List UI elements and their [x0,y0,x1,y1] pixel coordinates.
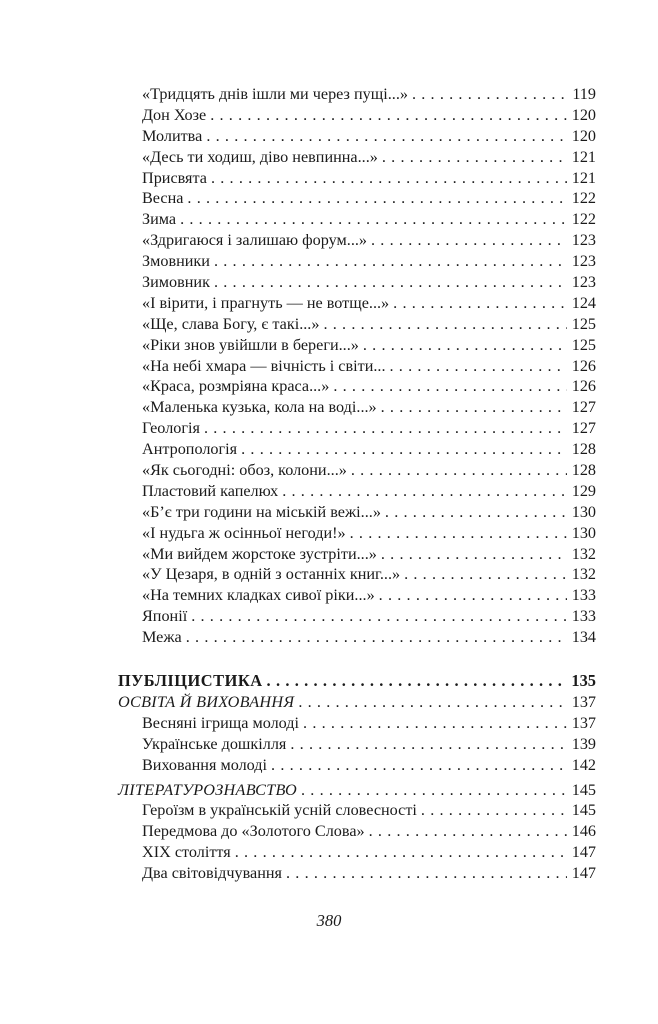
section-page: 137 [571,692,596,711]
entry-title: «На темних кладках сивої ріки...» [142,586,375,605]
part-page: 135 [571,671,596,691]
entry-page: 124 [571,293,596,312]
entry-title: «Ріки знов увійшли в береги...» [142,335,359,354]
dot-leader [206,126,567,147]
entry-title: «Ми вийдем жорстоке зустріти...» [142,544,377,563]
entry-title: «Десь ти ходиш, діво невпинна...» [142,147,378,166]
toc-entry [118,105,596,126]
dot-leader [286,863,567,884]
toc-entry [118,502,596,523]
toc-section-heading [118,780,596,801]
entry-page: 120 [571,126,596,145]
entry-title: Весняні ігрища молоді [142,713,300,732]
toc-entry [118,397,596,418]
dot-leader [390,356,568,377]
toc-entry [118,460,596,481]
toc-entry [118,842,596,863]
dot-leader [379,585,567,606]
toc-entry [118,376,596,397]
entry-title: Українське дошкілля [142,734,287,753]
toc-entry [118,627,596,648]
toc-entry [118,481,596,502]
entry-page: 133 [571,586,596,605]
entry-page: 134 [571,628,596,647]
dot-leader [267,671,567,692]
toc-entry [118,544,596,565]
section-page: 145 [571,780,596,799]
dot-leader [381,397,567,418]
entry-title: «Тридцять днів ішли ми через пущі...» [142,85,408,103]
part-title: ПУБЛІЦИСТИКА [118,671,263,691]
entry-title: Молитва [142,126,203,145]
entry-page: 122 [571,210,596,229]
table-of-contents [118,84,596,884]
toc-entry [118,251,596,272]
entry-page: 137 [571,713,596,732]
entry-title: «І вірити, і прагнуть — не вотще...» [142,293,390,312]
entry-page: 128 [571,461,596,480]
dot-leader [363,335,567,356]
entry-title: Передмова до «Золотого Слова» [142,822,365,841]
dot-leader [271,755,567,776]
toc-entry [118,564,596,585]
entry-page: 121 [571,147,596,166]
dot-leader [210,105,567,126]
toc-entry [118,606,596,627]
entry-title: Геологія [142,419,200,438]
entry-title: «У Цезаря, в одній з останніх книг...» [142,565,401,584]
dot-leader [323,314,567,335]
entry-page: 127 [571,398,596,417]
entry-page: 147 [571,843,596,862]
entry-page: 132 [571,565,596,584]
dot-leader [303,713,567,734]
toc-entry [118,585,596,606]
toc-entry [118,755,596,776]
entry-page: 123 [571,231,596,250]
entry-title: Змовники [142,252,210,271]
entry-title: Героїзм в українській усній словесності [142,801,417,820]
dot-leader [235,842,567,863]
dot-leader [290,734,567,755]
toc-part-heading [118,671,596,692]
entry-page: 125 [571,335,596,354]
toc-entry [118,821,596,842]
section-title: ЛІТЕРАТУРОЗНАВСТВО [118,780,297,799]
entry-page: 142 [571,755,596,774]
page-number: 380 [316,911,342,930]
entry-title: «Здригаюся і залишаю форум...» [142,231,368,250]
entry-page: 121 [571,168,596,187]
entry-page: 123 [571,252,596,271]
entry-page: 127 [571,419,596,438]
entry-title: «Краса, розмріяна краса...» [142,377,330,396]
dot-leader [412,84,567,105]
entry-page: 146 [571,822,596,841]
entry-page: 130 [571,502,596,521]
toc-entry [118,356,596,377]
entry-title: Зимовник [142,273,210,292]
entry-title: Пластовий капелюх [142,481,279,500]
toc-entry [118,230,596,251]
entry-title: Межа [142,628,182,647]
dot-leader [282,481,567,502]
entry-title: Весна [142,189,184,208]
dot-leader [211,168,567,189]
entry-title: Два світовідчування [142,864,282,883]
dot-leader [382,147,567,168]
dot-leader [214,251,567,272]
entry-title: «Ще, слава Богу, є такі...» [142,314,320,333]
dot-leader [371,230,567,251]
dot-leader [421,800,567,821]
toc-entry [118,293,596,314]
entry-page: 126 [571,377,596,396]
entry-page: 119 [572,85,596,103]
toc-entry [118,418,596,439]
toc-entry [118,209,596,230]
dot-leader [369,821,567,842]
dot-leader [214,272,567,293]
entry-title: XIX століття [142,843,231,862]
dot-leader [393,293,567,314]
dot-leader [350,523,567,544]
entry-page: 133 [571,607,596,626]
entry-page: 129 [571,481,596,500]
toc-entry [118,734,596,755]
toc-entry [118,188,596,209]
dot-leader [204,418,567,439]
entry-title: «На небі хмара — вічність і світи... [142,356,386,375]
section-title: ОСВІТА Й ВИХОВАННЯ [118,692,295,711]
toc-entry [118,439,596,460]
toc-entry [118,713,596,734]
toc-section-heading [118,692,596,713]
dot-leader [180,209,567,230]
entry-title: Дон Хозе [142,105,207,124]
entry-title: Антропологія [142,440,238,459]
entry-page: 128 [571,440,596,459]
dot-leader [404,564,567,585]
entry-page: 120 [571,105,596,124]
toc-entry [118,335,596,356]
dot-leader [241,439,567,460]
toc-entry [118,168,596,189]
entry-page: 123 [571,273,596,292]
entry-title: «І нудьга ж осінньої негоди!» [142,523,346,542]
toc-entry [118,863,596,884]
dot-leader [385,502,567,523]
dot-leader [301,780,567,801]
entry-title: Присвята [142,168,207,187]
dot-leader [186,627,567,648]
entry-page: 125 [571,314,596,333]
entry-page: 139 [571,734,596,753]
toc-entry [118,84,596,105]
entry-page: 122 [571,189,596,208]
dot-leader [351,460,567,481]
entry-title: Японії [142,607,188,626]
toc-entry [118,523,596,544]
entry-title: Зима [142,210,177,229]
entry-title: Виховання молоді [142,755,268,774]
entry-title: «Як сьогодні: обоз, колони...» [142,461,347,480]
toc-entry [118,800,596,821]
dot-leader [381,544,567,565]
dot-leader [298,692,567,713]
toc-entry [118,126,596,147]
entry-page: 130 [571,523,596,542]
toc-entry [118,147,596,168]
dot-leader [333,376,567,397]
entry-page: 145 [571,801,596,820]
dot-leader [191,606,567,627]
entry-page: 147 [571,864,596,883]
entry-title: «Б’є три години на міській вежі...» [142,502,381,521]
dot-leader [187,188,567,209]
toc-entry [118,314,596,335]
entry-title: «Маленька кузька, кола на воді...» [142,398,377,417]
entry-page: 132 [571,544,596,563]
entry-page: 126 [571,356,596,375]
toc-entry [118,272,596,293]
